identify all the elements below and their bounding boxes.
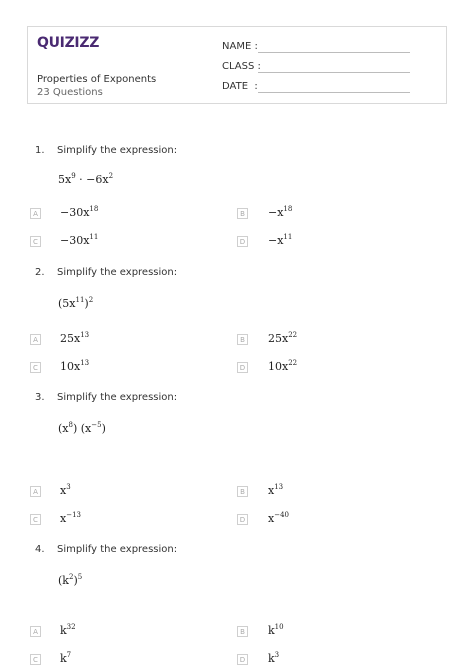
question-prompt: Simplify the expression: [57, 145, 178, 156]
class-label: CLASS : [222, 61, 261, 72]
option-value: $k^3$ [268, 651, 280, 665]
worksheet-title: Properties of Exponents [37, 74, 157, 85]
option-letter[interactable]: D [237, 654, 248, 665]
option-value: $10x^{13}$ [60, 359, 90, 373]
question-prompt: Simplify the expression: [57, 392, 178, 403]
option-letter[interactable]: D [237, 236, 248, 247]
question-expression: $5x^9 \cdot -6x^2$ [58, 172, 114, 186]
class-line [258, 72, 410, 73]
question-expression: $(5x^{11})^2$ [58, 296, 94, 310]
option-value: $10x^{22}$ [268, 359, 298, 373]
option-letter[interactable]: D [237, 514, 248, 525]
name-label: NAME : [222, 41, 258, 52]
option-letter[interactable]: C [30, 362, 41, 373]
quizizz-logo: QUIZIZZ [37, 35, 100, 51]
option-letter[interactable]: D [237, 362, 248, 373]
option-value: $-30x^{11}$ [60, 233, 99, 247]
option-value: $25x^{13}$ [60, 331, 90, 345]
question-prompt: Simplify the expression: [57, 544, 178, 555]
option-letter[interactable]: B [237, 486, 248, 497]
option-value: $x^{-40}$ [268, 511, 289, 525]
question-prompt: Simplify the expression: [57, 267, 178, 278]
option-letter[interactable]: C [30, 514, 41, 525]
option-letter[interactable]: C [30, 654, 41, 665]
option-value: $x^3$ [60, 483, 71, 497]
option-letter[interactable]: A [30, 486, 41, 497]
option-value: $k^{32}$ [60, 623, 76, 637]
option-letter[interactable]: C [30, 236, 41, 247]
option-value: $-30x^{18}$ [60, 205, 99, 219]
question-expression: $(x^8)$ $(x^{-5})$ [58, 421, 106, 435]
question-number: 1. [35, 145, 45, 156]
date-line [258, 92, 410, 93]
option-letter[interactable]: B [237, 334, 248, 345]
name-line [258, 52, 410, 53]
question-number: 3. [35, 392, 45, 403]
option-value: $k^{10}$ [268, 623, 284, 637]
option-value: $k^7$ [60, 651, 72, 665]
option-value: $-x^{11}$ [268, 233, 293, 247]
option-letter[interactable]: A [30, 334, 41, 345]
option-value: $25x^{22}$ [268, 331, 298, 345]
date-label: DATE : [222, 81, 258, 92]
option-letter[interactable]: B [237, 626, 248, 637]
question-number: 4. [35, 544, 45, 555]
question-number: 2. [35, 267, 45, 278]
option-value: $x^{-13}$ [60, 511, 81, 525]
option-letter[interactable]: B [237, 208, 248, 219]
option-letter[interactable]: A [30, 626, 41, 637]
question-count: 23 Questions [37, 87, 103, 98]
option-value: $-x^{18}$ [268, 205, 293, 219]
option-letter[interactable]: A [30, 208, 41, 219]
option-value: $x^{13}$ [268, 483, 284, 497]
question-expression: $(k^2)^5$ [58, 573, 83, 587]
